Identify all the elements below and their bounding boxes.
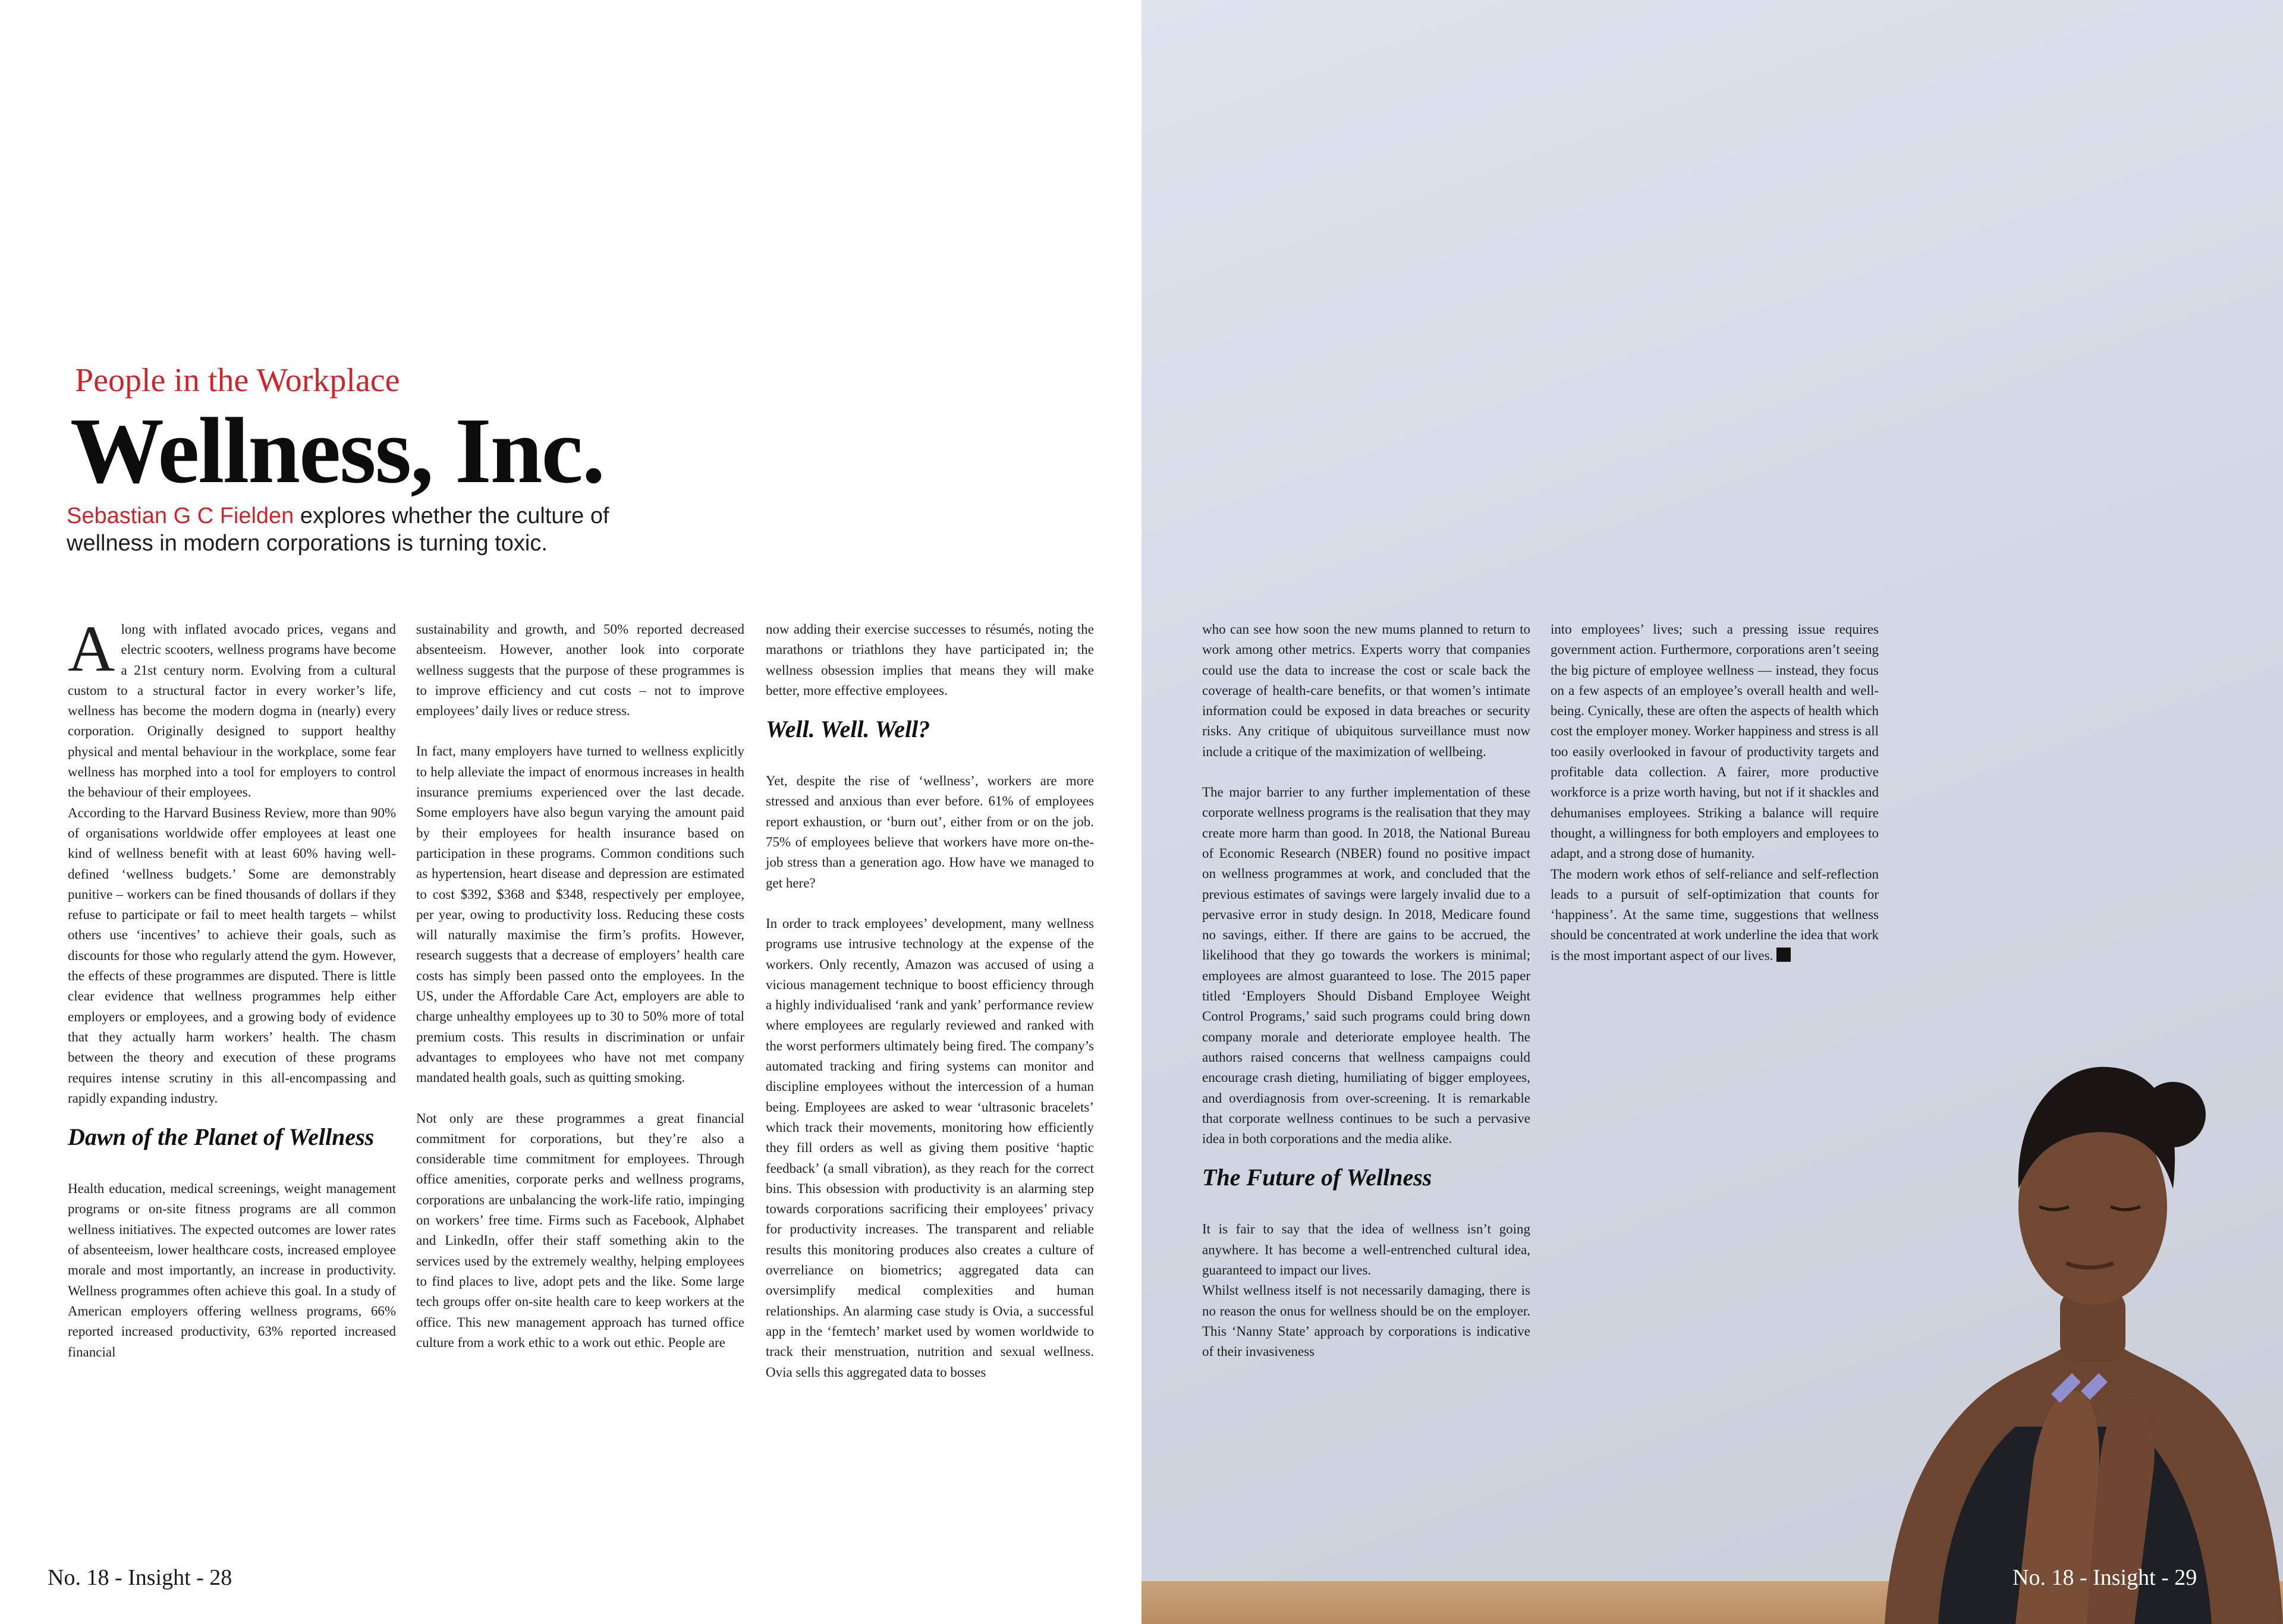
paragraph: Not only are these programmes a great financial commitment for corporations, but they’re also a considerable time commitment for employees. Through office amenities, corporate perks and wellness programs, corporations are unbalancing the work-life ratio, impinging on workers’ free time. Firms such as Facebook, Alphabet and LinkedIn, offer their staff something akin to the services used by the extremely wealthy, helping employees to find places to live, adopt pets and the like. Some large tech groups offer on-site health care to keep workers at the office. This new management approach has turned office culture from a work ethic to a work out ethic. People are — [416, 1110, 744, 1350]
paragraph: Health education, medical screenings, weight management programs or on-site fitness programs are all common wellness initiatives. The expected outcomes are lower rates of absenteeism, lower healthcare costs, increased employee morale and most importantly, an increase in productivity. Wellness programmes often achieve this goal. In a study of American employers offering wellness programs, 66% reported increased productivity, 63% reported increased financial — [68, 1181, 396, 1359]
end-of-article-mark — [1776, 948, 1791, 962]
paragraph: It is fair to say that the idea of wellness isn’t going anywhere. It has become a well-entrenched cultural idea, guaranteed to impact our lives. — [1202, 1222, 1530, 1278]
article-title: Wellness, Inc. — [70, 399, 605, 503]
paragraph: into employees’ lives; such a pressing issue requires government action. Furthermore, corporations aren’t seeing the big picture of employee wellness — instead, they focus on a few aspects of an employee’s overall health and well-being. Cynically, these are often the aspects of health which cost the employer money. Worker happiness and stress is all too easily overlooked in favour of productivity targets and profitable data collection. A fairer, more productive workforce is a prize worth having, but not if it shackles and dehumanises employees. Striking a balance will require thought, a willingness for both employers and employees to adapt, and a strong dose of humanity. — [1551, 622, 1879, 861]
woman-meditating-photo — [1837, 1011, 2283, 1624]
standfirst — [67, 502, 661, 557]
paragraph: who can see how soon the new mums planned to return to work among other metrics. Experts worry that companies could use the data to increase the cost or scale back the coverage of health-care benefits, or that women’s intimate information could be exposed in data breaches or security risks. Any critique of ubiquitous surveillance must now include a critique of the maximization of wellbeing. — [1202, 622, 1530, 759]
column-1 — [68, 612, 396, 1362]
subheading: Well. Well. Well? — [766, 716, 930, 743]
subheading: The Future of Wellness — [1202, 1164, 1432, 1191]
standfirst-text: explores whether the culture of wellness in modern corporations is turning toxic. — [67, 503, 609, 556]
folio-right: No. 18 - Insight - 29 — [2012, 1565, 2197, 1590]
section-kicker: People in the Workplace — [75, 362, 400, 399]
subheading: Dawn of the Planet of Wellness — [68, 1123, 375, 1151]
column-5 — [1551, 619, 1879, 966]
author-name: Sebastian G C Fielden — [67, 503, 294, 528]
paragraph: In fact, many employers have turned to wellness explicitly to help alleviate the impact of enormous increases in health insurance premiums experienced over the last decade. Some employers have also begun varying the amount paid by their employees for health insurance based on participation in these programs. Common conditions such as hypertension, heart disease and depression are estimated to cost $392, $368 and $348, respectively per employee, per year, owing to productivity loss. Reducing these costs will naturally maximise the firm’s profits. However, research suggests that a decrease of employers’ health care costs has simply been passed onto the employees. In the US, under the Affordable Care Act, employers are able to charge unhealthy employees up to 30 to 50% more of total premium costs. This results in discrimination or unfair advantages to employees who have not met company mandated health goals, such as quitting smoking. — [416, 744, 744, 1085]
column-4 — [1202, 619, 1530, 1362]
paragraph: now adding their exercise successes to résumés, noting the marathons or triathlons they have participated in; the wellness obsession implies that means they will make better, more effective employees. — [766, 622, 1094, 698]
column-3 — [766, 619, 1094, 1383]
paragraph: Yet, despite the rise of ‘wellness’, workers are more stressed and anxious than ever before. 61% of employees report exhaustion, or ‘burn out’, either from or on the job. 75% of employees believe that workers have more on-the-job stress than a generation ago. How have we managed to get here? — [766, 773, 1094, 890]
paragraph: Whilst wellness itself is not necessarily damaging, there is no reason the onus for wellness should be on the employer. This ‘Nanny State’ approach by corporations is indicative of their invasiveness — [1202, 1283, 1530, 1359]
paragraph: sustainability and growth, and 50% reported decreased absenteeism. However, another look into corporate wellness suggests that the purpose of these programmes is to improve efficiency and cut costs – not to improve employees’ daily lives or reduce stress. — [416, 622, 744, 719]
paragraph: Along with inflated avocado prices, vegans and electric scooters, wellness programs have become a 21st century norm. Evolving from a cultural custom to a structural factor in every worker’s life, wellness has become the modern dogma in (nearly) every corporation. Originally designed to support healthy physical and mental behaviour in the workplace, some fear wellness has morphed into a tool for employers to control the behaviour of their employees. — [68, 612, 396, 800]
paragraph: The major barrier to any further implementation of these corporate wellness programs is the realisation that they may create more harm than good. In 2018, the National Bureau of Economic Research (NBER) found no positive impact on wellness programmes at work, and concluded that the previous estimates of savings were largely invalid due to a pervasive error in study design. In 2018, Medicare found no savings, either. If there are gains to be accrued, the likelihood that they go towards the workers is minimal; employees are almost guaranteed to lose. The 2015 paper titled ‘Employers Should Disband Employee Weight Control Programs,’ said such programs could bring down company morale and deteriorate employee health. The authors raised concerns that wellness campaigns could encourage crash dieting, humiliating of bigger employees, and overdiagnosis from over-screening. It is remarkable that corporate wellness continues to be such a pervasive idea in both corporations and the media alike. — [1202, 785, 1530, 1147]
paragraph: The modern work ethos of self-reliance and self-reflection leads to a pursuit of self-optimization that counts for ‘happiness’. At the same time, suggestions that wellness should be concentrated at work underline the idea that work is the most important aspect of our lives. — [1551, 866, 1879, 963]
paragraph: According to the Harvard Business Review, more than 90% of organisations worldwide offer employees at least one kind of wellness benefit with at least 60% having well-defined ‘wellness budgets.’ Some are demonstrably punitive – workers can be fined thousands of dollars if they refuse to participate or fail to meet health targets – whilst others use ‘incentives’ to achieve their goals, such as discounts for those who regularly attend the gym. However, the effects of these programmes are disputed. There is little clear evidence that wellness programmes help either employers or employees, and a growing body of evidence that they actually harm workers’ health. The chasm between the theory and execution of these programs requires intense scrutiny in this all-encompassing and rapidly expanding industry. — [68, 805, 396, 1106]
drop-cap: A — [68, 612, 115, 685]
paragraph: In order to track employees’ development, many wellness programs use intrusive technology at the expense of the workers. Only recently, Amazon was accused of using a vicious management technique to boost efficiency through a highly individualised ‘rank and yank’ performance review where employees are regularly reviewed and ranked with the worst performers ultimately being fired. The company’s automated tracking and firing systems can monitor and discipline employees without the intercession of a human being. Employees are asked to wear ‘ultrasonic bracelets’ which track their movements, monitoring how efficiently they fill orders as well as giving them positive ‘haptic feedback’ (a small vibration), as they reach for the correct bins. This obsession with productivity is an alarming step towards corporations sacrificing their employees’ privacy for productivity increases. The transparent and reliable results this monitoring produces also creates a culture of overreliance on biometrics; aggregated data can oversimplify medical complexities and human relationships. An alarming case study is Ovia, a successful app in the ‘femtech’ market used by women worldwide to track their menstruation, nutrition and sexual wellness. Ovia sells this aggregated data to bosses — [766, 915, 1094, 1380]
column-2 — [416, 619, 744, 1353]
folio-left: No. 18 - Insight - 28 — [48, 1565, 232, 1590]
